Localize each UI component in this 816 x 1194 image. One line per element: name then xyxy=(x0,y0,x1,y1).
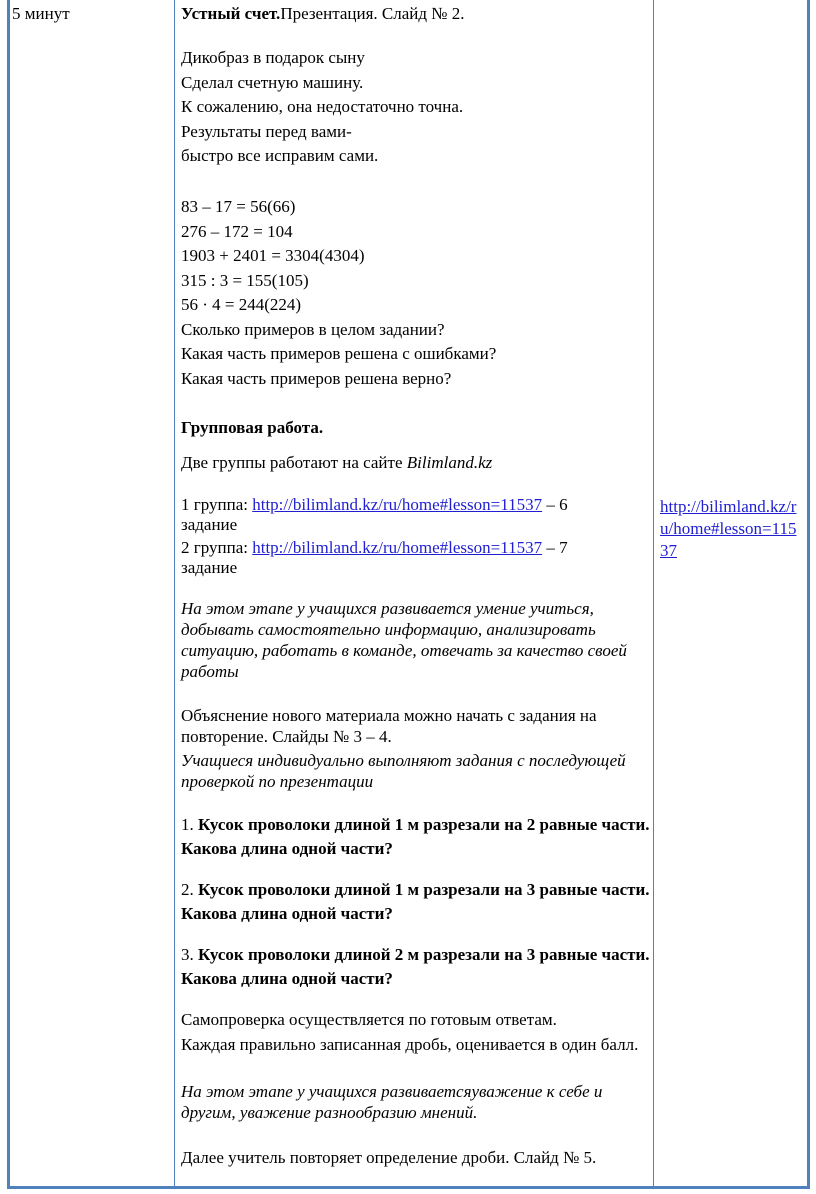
task-text: Кусок проволоки длиной 1 м разрезали на 3 равные части. Какова длина одной части? xyxy=(181,880,650,923)
column-divider xyxy=(174,0,175,1186)
column-divider xyxy=(653,0,654,1186)
site-name: Bilimland.kz xyxy=(406,453,493,472)
question: Сколько примеров в целом задании? xyxy=(181,319,445,339)
poem-line: Дикобраз в подарок сыну xyxy=(181,48,365,67)
section-header xyxy=(181,4,651,24)
group2-suffix: – 7 xyxy=(542,538,568,557)
poem-line: К сожалению, она недостаточно точна. xyxy=(181,97,464,116)
header-bold: Устный счет. xyxy=(181,4,281,23)
task-1 xyxy=(181,813,651,861)
group2-task: задание xyxy=(181,558,238,577)
question: Какая часть примеров решена верно? xyxy=(181,368,452,388)
question: Какая часть примеров решена с ошибками? xyxy=(181,344,497,363)
group1-prefix: 1 группа: xyxy=(181,495,253,514)
example: 315 : 3 = 155(105) xyxy=(181,270,309,290)
group1-link[interactable]: http://bilimland.kz/ru/home#lesson=11537 xyxy=(252,495,543,514)
group1 xyxy=(181,495,651,535)
task-number: 3. xyxy=(181,945,198,964)
poem-line: Результаты перед вами- xyxy=(181,121,352,141)
task-text: Кусок проволоки длиной 2 м разрезали на 3 равные части. Какова длина одной части? xyxy=(181,945,650,988)
group1-suffix: – 6 xyxy=(542,495,568,514)
time-cell: 5 минут xyxy=(12,4,70,23)
group-intro xyxy=(181,453,651,473)
stage-note-1: На этом этапе у учащихся развивается умение учиться, добывать самостоятельно информацию, анализировать ситуацию, работать в команде, отвечать за качество своей работы xyxy=(181,599,627,681)
task-number: 2. xyxy=(181,880,198,899)
example: 56 · 4 = 244(224) xyxy=(181,295,302,314)
task-2 xyxy=(181,878,651,926)
group-intro-text: Две группы работают на сайте xyxy=(181,453,407,472)
task-text: Кусок проволоки длиной 1 м разрезали на 2 равные части. Какова длина одной части? xyxy=(181,815,650,858)
task-number: 1. xyxy=(181,815,198,834)
final-note: Далее учитель повторяет определение дроби. Слайд № 5. xyxy=(181,1148,597,1167)
self-check: Самопроверка осуществляется по готовым ответам. xyxy=(181,1010,557,1029)
group2 xyxy=(181,538,651,578)
self-check-block xyxy=(181,1008,651,1057)
poem-line: Сделал счетную машину. xyxy=(181,72,364,92)
resource-link[interactable]: http://bilimland.kz/ru/home#lesson=11537 xyxy=(660,497,797,560)
stage-note-2: На этом этапе у учащихся развиваетсяуважение к себе и другим, уважение разнообразию мнений. xyxy=(181,1082,603,1122)
group2-link[interactable]: http://bilimland.kz/ru/home#lesson=11537 xyxy=(252,538,543,557)
group1-task: задание xyxy=(181,515,238,534)
individual-note: Учащиеся индивидуально выполняют задания с последующей проверкой по презентации xyxy=(181,751,626,791)
explanation: Объяснение нового материала можно начать с задания на повторение. Слайды № 3 – 4. xyxy=(181,706,597,746)
examples-list xyxy=(181,195,651,391)
scoring: Каждая правильно записанная дробь, оценивается в один балл. xyxy=(181,1034,639,1054)
group-title: Групповая работа. xyxy=(181,418,324,437)
header-rest: Презентация. Слайд № 2. xyxy=(280,4,465,23)
example: 1903 + 2401 = 3304(4304) xyxy=(181,246,365,265)
example: 276 – 172 = 104 xyxy=(181,221,293,241)
group2-prefix: 2 группа: xyxy=(181,538,253,557)
example: 83 – 17 = 56(66) xyxy=(181,197,296,216)
task-3 xyxy=(181,943,651,991)
poem xyxy=(181,46,651,169)
poem-line: быстро все исправим сами. xyxy=(181,146,379,165)
